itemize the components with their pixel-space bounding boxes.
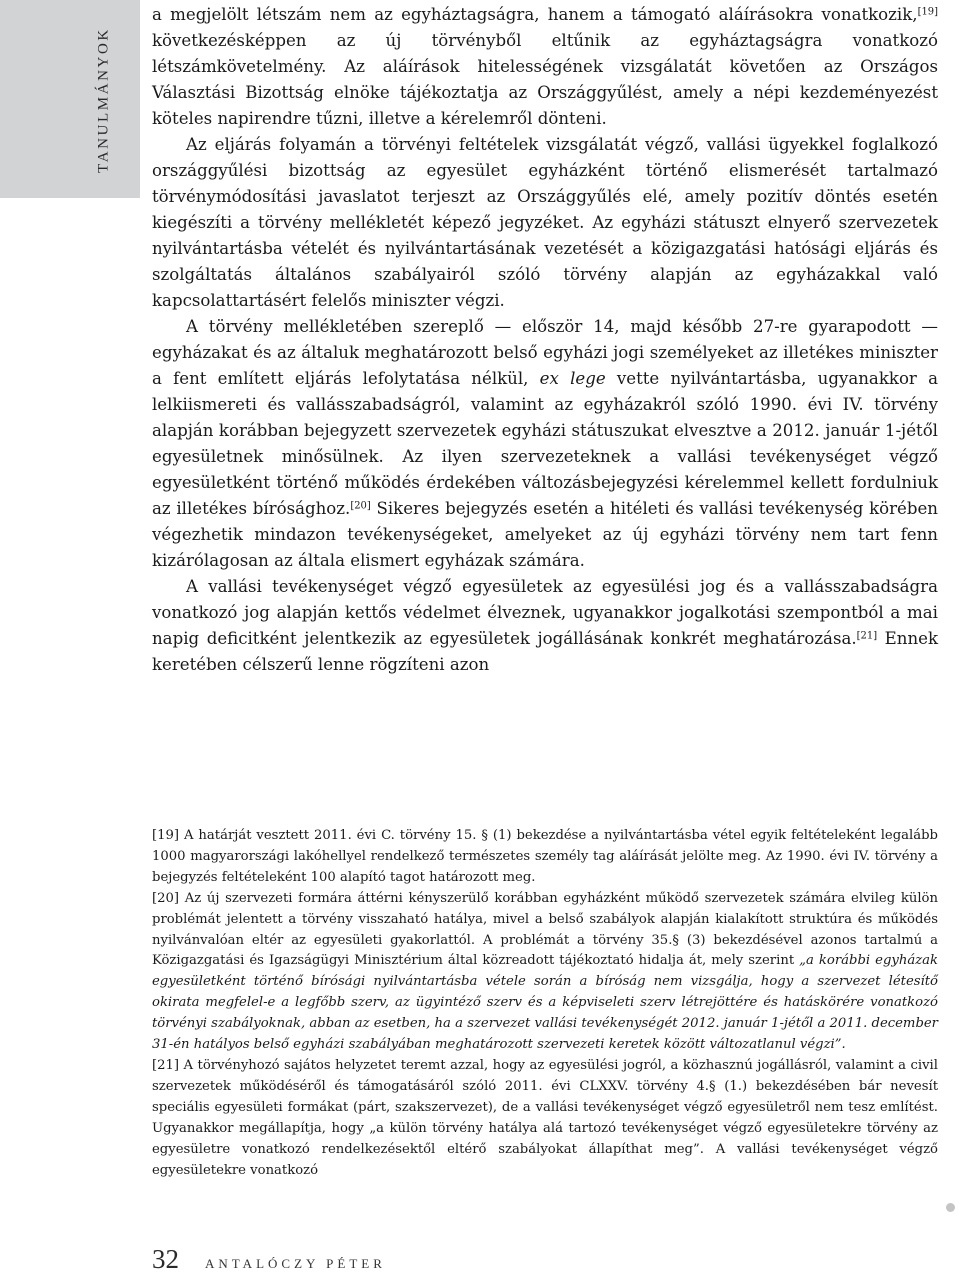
- body-paragraph-1-text: a megjelölt létszám nem az egyháztagságra, hanem a támogató aláírásokra vonatkozik,: [152, 5, 918, 24]
- footnote-21: [21] A törvényhozó sajátos helyzetet teremt azzal, hogy az egyesülési jogról, a közhasznú jogállásról, valamint a civil szervezetek működéséről és támogatásáról szóló 2011. évi CLXXV. törvény 4.§ (1.) bekezdésében bár nevesít speciális egyesületi formákat (párt, szakszervezet), de a vallási tevékenységet végző egyesületről nem tesz említést. Ugyanakkor megállapítja, hogy „a külön törvény hatálya alá tartozó tevékenységet végző egyesületekre törvény az egyesületre vonatkozó rendelkezésektől eltérő szabályokat állapíthat meg”. A vallási tevékenységet végző egyesületekre vonatkozó: [152, 1057, 938, 1178]
- footnote-20-quote: „a korábbi egyházak egyesületként történő bírósági nyilvántartásba vétele során a bíróság nem vizsgálja, hogy a szervezet létesítő okirata megfelel-e a legfőbb szerv, az ügyintéző szerv és a képviseleti szerv létrejöttére és hatáskörére vonatkozó törvényi szabályoknak, abban az esetben, ha a szervezet vallási tevékenységét 2012. január 1-jétől a 2011. december 31-én hatályos belső egyházi szabályában meghatározott szervezeti keretek között változatlanul végzi”.: [152, 953, 938, 1053]
- section-label: TANULMÁNYOK: [95, 27, 112, 173]
- continuation-dot: [946, 1203, 955, 1212]
- body-paragraph-4-text: A vallási tevékenységet végző egyesületek az egyesülési jog és a vallásszabadságra vonatkozó jog alapján kettős védelmet élveznek, ugyanakkor jogalkotási szempontból a mai napig deficitként jelentkezik az egyesületek jogállásának konkrét meghatározása.: [152, 577, 938, 648]
- body-paragraph-3: [152, 314, 938, 574]
- body-paragraph-2: Az eljárás folyamán a törvényi feltételek vizsgálatát végző, vallási ügyekkel foglalkozó országgyűlési bizottság az egyesület egyházként történő elismerését tartalmazó törvénymódosítási javaslatot terjeszt az Országgyűlés elé, amely pozitív döntés esetén kiegészíti a törvény mellékletét képező jegyzéket. Az egyházi státuszt elnyerő szervezetek nyilvántartásba vételét és nyilvántartásának vezetését a közigazgatási hatósági eljárás és szolgáltatás általános szabályairól szóló törvény alapján az egyházakkal való kapcsolattartásért felelős miniszter végzi.: [152, 135, 938, 310]
- body-paragraph-3-text: A törvény mellékletében szereplő — először 14, majd később 27-re gyarapodott — egyházakat és az általuk meghatározott belső egyházi jogi személyeket az illetékes miniszter a fent említett eljárás lefolytatása nélkül,: [152, 317, 938, 388]
- footnote-ref-20[interactable]: [20]: [350, 500, 371, 512]
- footnote-20-text: [20] Az új szervezeti formára áttérni kényszerülő korábban egyházként működő szervezetek számára elvileg külön problémát jelentett a törvény visszaható hatálya, mivel a belső szabályok alapján kialakított struktúra és működés nyilvánvalóan eltér az egyesületi gyakorlattól. A problémát a törvény 35.§ (3) bekezdésével azonos tartalmú a Közigazgatási és Igazságügyi Minisztérium által közreadott tájékoztató hidalja át, mely szerint: [152, 890, 938, 969]
- footnotes: [152, 826, 938, 1181]
- body-paragraph-4-text-cont: Ennek keretében célszerű lenne rögzíteni azon: [152, 629, 939, 674]
- body-paragraph-3-text-end: Sikeres bejegyzés esetén a hitéleti és vallási tevékenység körében végezhetik mindazon tevékenységeket, amelyeket az új egyházi törvény nem tart fenn kizárólagosan az általa elismert egyházak számára.: [152, 499, 938, 570]
- body-text: [152, 2, 938, 678]
- author-name: ANTALÓCZY PÉTER: [205, 1256, 386, 1271]
- page-number: 32: [152, 1244, 179, 1274]
- body-paragraph-1: [152, 2, 938, 132]
- italic-term: ex lege: [539, 369, 606, 388]
- body-paragraph-3-text-cont: vette nyilvántartásba, ugyanakkor a lelkiismereti és vallásszabadságról, valamint az egyházakról szóló 1990. évi IV. törvény alapján korábban bejegyzett szervezetek egyházi státuszukat elvesztve a 2012. január 1-jétől egyesületnek minősülnek. Az ilyen szervezeteknek a vallási tevékenységet végző egyesületként történő működés érdekében változásbejegyzési kérelemmel kellett fordulniuk az illetékes bírósághoz.: [152, 369, 938, 518]
- section-tab: [0, 0, 140, 198]
- footnote-ref-19[interactable]: [19]: [917, 6, 938, 18]
- body-paragraph-1-text-cont: következésképpen az új törvényből eltűnik az egyháztagságra vonatkozó létszámkövetelmény. Az aláírások hitelességének vizsgálatát követően az Országos Választási Bizottság elnöke tájékoztatja az Országgyűlést, amely a népi kezdeményezést köteles napirendre tűzni, illetve a kérelemről dönteni.: [152, 31, 938, 128]
- footnote-ref-21[interactable]: [21]: [856, 630, 878, 642]
- footnote-20: [152, 889, 938, 1056]
- footnote-19: [19] A határját vesztett 2011. évi C. törvény 15. § (1) bekezdése a nyilvántartásba vétel egyik feltételeként legalább 1000 magyarországi lakóhellyel rendelkező természetes személy tag aláírását jelölte meg. Az 1990. évi IV. törvény a bejegyzés feltételeként 100 alapító tagot határozott meg.: [152, 828, 938, 885]
- body-paragraph-4: [152, 574, 938, 678]
